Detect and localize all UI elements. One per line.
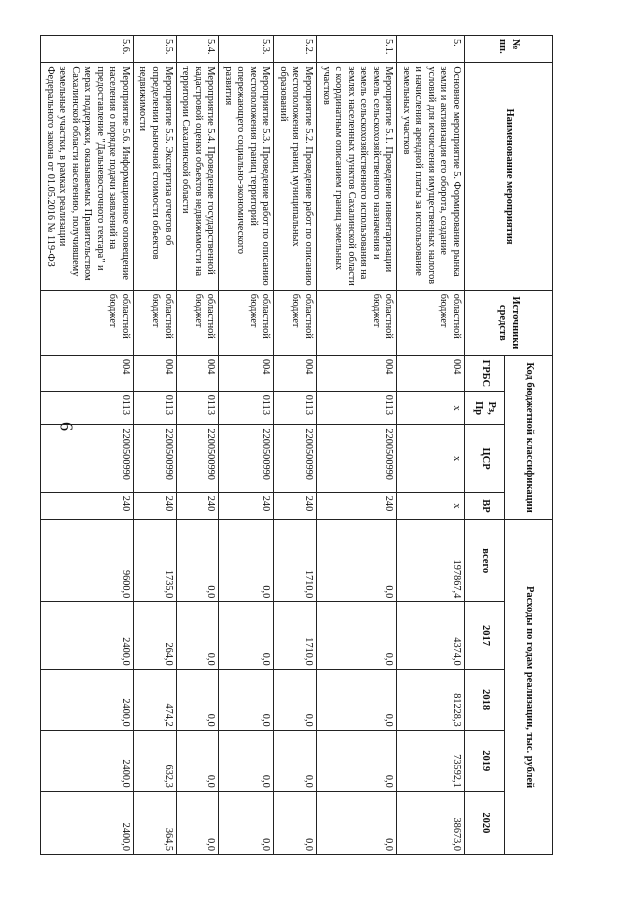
row-2019: 0,0 [176, 730, 219, 791]
row-2020: 364,5 [133, 791, 176, 854]
landscape-page [44, 35, 553, 855]
row-num: 5.6. [41, 36, 134, 63]
row-2018: 81228,3 [397, 669, 465, 730]
row-csr: 2200500990 [274, 425, 317, 492]
row-vr: 240 [219, 492, 274, 519]
code-group-header: Код бюджетной классификации [505, 355, 553, 519]
row-total: 1710,0 [274, 520, 317, 602]
row-total: 0,0 [176, 520, 219, 602]
row-rzpr: x [397, 391, 465, 425]
row-rzpr: 0113 [316, 391, 396, 425]
row-2018: 2400,0 [41, 669, 134, 730]
row-2017: 0,0 [176, 602, 219, 669]
table-row [133, 36, 176, 855]
row-grbs: 004 [133, 355, 176, 391]
row-2017: 2400,0 [41, 602, 134, 669]
row-source: областной бюджет [219, 290, 274, 355]
table-row [41, 36, 134, 855]
row-num: 5.3. [219, 36, 274, 63]
row-source: областной бюджет [133, 290, 176, 355]
row-csr: 2200500990 [219, 425, 274, 492]
row-name: Мероприятие 5.4. Проведение государственной кадастровой оценки объектов недвижимости на территории Сахалинской области [176, 63, 219, 290]
row-source: областной бюджет [316, 290, 396, 355]
row-2017: 264,0 [133, 602, 176, 669]
expenses-table [40, 35, 553, 855]
row-vr: 240 [41, 492, 134, 519]
expense-group-header: Расходы по годам реализации, тыс. рублей [505, 520, 553, 855]
row-2017: 4374,0 [397, 602, 465, 669]
row-grbs: 004 [176, 355, 219, 391]
row-name: Мероприятие 5.3. Проведение работ по описанию местоположения границ территорий опережающего социально-экономического развития [219, 63, 274, 290]
row-name: Мероприятие 5.5. Экспертиза отчетов об определении рыночной стоимости объектов недвижимости [133, 63, 176, 290]
col-2019-header: 2019 [465, 730, 505, 791]
row-csr: x [397, 425, 465, 492]
row-rzpr: 0113 [41, 391, 134, 425]
page-number: 6 [56, 422, 77, 431]
row-num: 5.2. [274, 36, 317, 63]
row-source: областной бюджет [176, 290, 219, 355]
row-rzpr: 0113 [219, 391, 274, 425]
row-2019: 0,0 [316, 730, 396, 791]
row-num: 5. [397, 36, 465, 63]
row-2019: 0,0 [219, 730, 274, 791]
row-grbs: 004 [274, 355, 317, 391]
row-2020: 2400,0 [41, 791, 134, 854]
row-2020: 38673,0 [397, 791, 465, 854]
col-2017-header: 2017 [465, 602, 505, 669]
row-name: Мероприятие 5.1. Проведение инвентаризации земель сельскохозяйственного назначения и земель сельскохозяйственного использования на землях населенных пунктов Сахалинской области с координатным описанием границ земельных участков [316, 63, 396, 290]
col-name-header: Наименование мероприятия [465, 63, 553, 290]
row-total: 0,0 [219, 520, 274, 602]
row-grbs: 004 [397, 355, 465, 391]
table-row [219, 36, 274, 855]
row-2020: 0,0 [176, 791, 219, 854]
col-total-header: всего [465, 520, 505, 602]
row-vr: 240 [274, 492, 317, 519]
col-grbs-header: ГРБС [465, 355, 505, 391]
row-vr: 240 [176, 492, 219, 519]
row-2018: 0,0 [219, 669, 274, 730]
col-rzpr-header: Рз, Пр [465, 391, 505, 425]
row-2018: 0,0 [316, 669, 396, 730]
row-name: Основное мероприятие 5. Формирование рынка земли и активизация его оборота, создание условий для исчисления имущественных налогов и начисления арендной платы за использование земельных участков [397, 63, 465, 290]
row-total: 0,0 [316, 520, 396, 602]
row-2020: 0,0 [274, 791, 317, 854]
row-2018: 0,0 [176, 669, 219, 730]
row-grbs: 004 [316, 355, 396, 391]
row-vr: 240 [316, 492, 396, 519]
row-source: областной бюджет [41, 290, 134, 355]
row-num: 5.4. [176, 36, 219, 63]
row-total: 9600,0 [41, 520, 134, 602]
row-num: 5.1. [316, 36, 396, 63]
row-2020: 0,0 [316, 791, 396, 854]
row-rzpr: 0113 [274, 391, 317, 425]
row-2019: 2400,0 [41, 730, 134, 791]
row-total: 197867,4 [397, 520, 465, 602]
table-row [274, 36, 317, 855]
row-rzpr: 0113 [133, 391, 176, 425]
row-2019: 0,0 [274, 730, 317, 791]
row-2018: 474,2 [133, 669, 176, 730]
row-2017: 1710,0 [274, 602, 317, 669]
row-grbs: 004 [219, 355, 274, 391]
row-total: 1735,0 [133, 520, 176, 602]
col-num-header: № пп. [465, 36, 553, 63]
row-2017: 0,0 [219, 602, 274, 669]
row-num: 5.5. [133, 36, 176, 63]
row-vr: 240 [133, 492, 176, 519]
row-2019: 632,3 [133, 730, 176, 791]
row-2020: 0,0 [219, 791, 274, 854]
table-row [397, 36, 465, 855]
col-source-header: Источники средств [465, 290, 553, 355]
row-2017: 0,0 [316, 602, 396, 669]
col-vr-header: ВР [465, 492, 505, 519]
row-name: Мероприятие 5.6. Информационное оповещение населения о порядке подачи заявлений на предоставление "Дальневосточного гектара" и мерах поддержки, оказываемых Правительством Сахалинской области населению, получившему земельные участки, в рамках реализации Федерального закона от 01.05.2016 № 119-ФЗ [41, 63, 134, 290]
row-2018: 0,0 [274, 669, 317, 730]
row-csr: 2200500990 [176, 425, 219, 492]
row-name: Мероприятие 5.2. Проведение работ по описанию местоположения границ муниципальных образований [274, 63, 317, 290]
table-row [176, 36, 219, 855]
col-csr-header: ЦСР [465, 425, 505, 492]
row-source: областной бюджет [274, 290, 317, 355]
col-2020-header: 2020 [465, 791, 505, 854]
row-2019: 73592,1 [397, 730, 465, 791]
table-row [316, 36, 396, 855]
row-rzpr: 0113 [176, 391, 219, 425]
col-2018-header: 2018 [465, 669, 505, 730]
row-grbs: 004 [41, 355, 134, 391]
row-vr: x [397, 492, 465, 519]
row-csr: 2200500990 [133, 425, 176, 492]
row-csr: 2200500990 [41, 425, 134, 492]
row-csr: 2200500990 [316, 425, 396, 492]
row-source: областной бюджет [397, 290, 465, 355]
